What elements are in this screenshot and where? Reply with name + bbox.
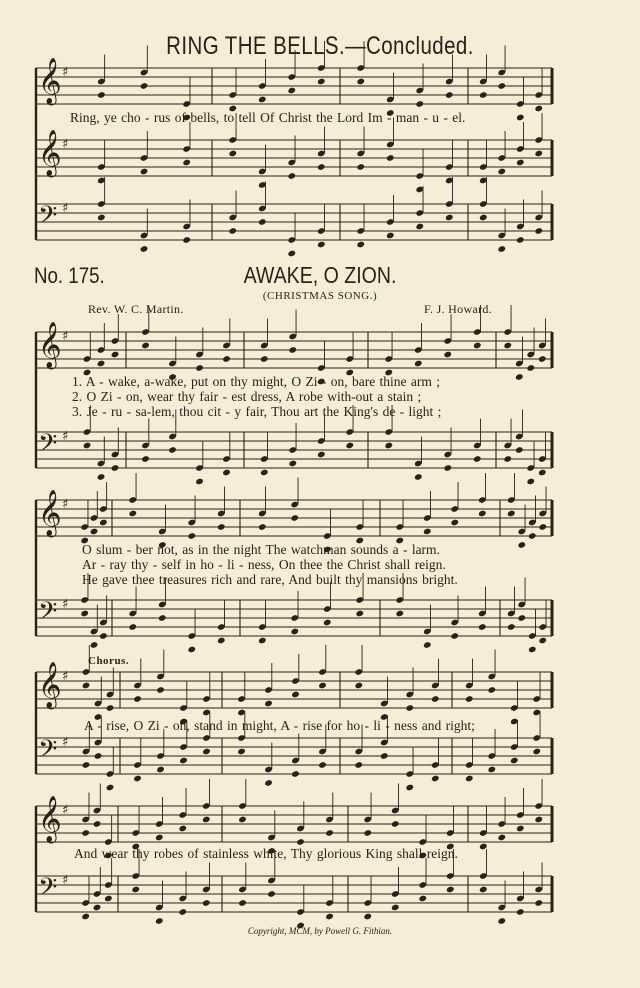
note-head	[431, 695, 440, 703]
note-head	[287, 250, 296, 258]
note-head	[465, 775, 474, 783]
sharp-key-signature-icon: ♯	[62, 497, 69, 512]
note-head	[178, 908, 187, 916]
note-head	[532, 748, 541, 756]
note-head	[395, 610, 404, 618]
note-head	[288, 346, 297, 354]
note-head	[445, 214, 454, 222]
bass-clef-icon: 𝄢	[38, 873, 58, 908]
note-head	[287, 172, 296, 180]
note-head	[534, 816, 543, 824]
note-head	[443, 351, 452, 359]
note-head	[260, 469, 269, 477]
note-head	[195, 364, 204, 372]
note-head	[82, 682, 91, 690]
note-head	[515, 373, 524, 381]
note-head	[538, 469, 547, 477]
note-head	[516, 114, 525, 122]
note-head	[325, 829, 334, 837]
composer-credit: F. J. Howard.	[424, 302, 492, 316]
note-head	[446, 886, 455, 894]
note-head	[111, 464, 120, 472]
note-head	[81, 913, 90, 921]
note-head	[187, 532, 196, 540]
note-head	[195, 478, 204, 486]
treble-clef-icon: 𝄞	[38, 58, 62, 104]
note-head	[187, 646, 196, 654]
bass-clef-icon: 𝄢	[38, 429, 58, 464]
note-head	[140, 245, 149, 253]
note-head	[443, 464, 452, 472]
note-head	[497, 245, 506, 253]
sharp-key-signature-icon: ♯	[62, 873, 69, 888]
note-head	[356, 78, 365, 86]
note-head	[202, 816, 211, 824]
note-head	[99, 519, 108, 527]
bass-clef-icon: 𝄢	[38, 597, 58, 632]
note-head	[106, 704, 115, 712]
note-head	[517, 541, 526, 549]
note-head	[473, 455, 482, 463]
note-head	[487, 686, 496, 694]
note-head	[290, 628, 299, 636]
note-head	[90, 641, 99, 649]
note-head	[290, 514, 299, 522]
note-head	[497, 834, 506, 842]
note-head	[323, 619, 332, 627]
note-head	[534, 899, 543, 907]
lyric-chorus-2: And wear thy robes of stainless white, Thy glorious King shall reign.	[74, 846, 458, 861]
treble-clef-icon: 𝄞	[38, 322, 62, 368]
note-head	[237, 748, 246, 756]
lyric-verse-2b: Ar - ray thy - self in ho - li - ness, On thee the Christ shall reign.	[82, 557, 446, 572]
hymn-number: No. 175.	[34, 263, 105, 288]
note-head	[202, 899, 211, 907]
note-head	[260, 355, 269, 363]
note-head	[356, 241, 365, 249]
lyric-verse-3a: 3. Je - ru - sa-lem, thou cit - y fair, Thou art the King's de - light ;	[72, 404, 442, 419]
note-head	[380, 752, 389, 760]
note-head	[465, 695, 474, 703]
note-head	[534, 150, 543, 158]
note-head	[450, 632, 459, 640]
note-head	[97, 214, 106, 222]
chorus-label: Chorus.	[88, 655, 130, 667]
sharp-key-signature-icon: ♯	[62, 735, 69, 750]
note-head	[414, 473, 423, 481]
sharp-key-signature-icon: ♯	[62, 669, 69, 684]
note-head	[128, 623, 137, 631]
note-head	[317, 163, 326, 171]
note-head	[534, 227, 543, 235]
note-head	[80, 610, 89, 618]
note-head	[238, 899, 247, 907]
note-head	[445, 91, 454, 99]
note-head	[515, 446, 524, 454]
note-head	[178, 825, 187, 833]
treble-clef-icon: 𝄞	[38, 130, 62, 176]
note-head	[538, 637, 547, 645]
note-head	[104, 895, 113, 903]
note-head	[528, 646, 537, 654]
sharp-key-signature-icon: ♯	[62, 803, 69, 818]
note-head	[106, 784, 115, 792]
note-head	[510, 757, 519, 765]
note-head	[325, 913, 334, 921]
note-head	[128, 510, 137, 518]
note-head	[478, 623, 487, 631]
note-head	[391, 904, 400, 912]
note-head	[168, 446, 177, 454]
treble-clef-icon: 𝄞	[38, 662, 62, 708]
note-head	[354, 761, 363, 769]
note-head	[487, 766, 496, 774]
note-head	[405, 784, 414, 792]
note-head	[111, 351, 120, 359]
sharp-key-signature-icon: ♯	[62, 65, 69, 80]
note-head	[267, 890, 276, 898]
note-head	[450, 519, 459, 527]
note-head	[140, 82, 149, 90]
note-head	[386, 154, 395, 162]
note-head	[131, 886, 140, 894]
bass-clef-icon: 𝄢	[38, 201, 58, 236]
note-head	[516, 236, 525, 244]
note-head	[296, 838, 305, 846]
hymn-subtitle: (CHRISTMAS SONG.)	[262, 290, 378, 302]
note-head	[317, 78, 326, 86]
author-credit: Rev. W. C. Martin.	[88, 302, 184, 316]
note-head	[182, 159, 191, 167]
note-head	[83, 442, 92, 450]
note-head	[423, 528, 432, 536]
note-head	[503, 342, 512, 350]
note-head	[222, 469, 231, 477]
note-head	[516, 908, 525, 916]
note-head	[386, 232, 395, 240]
note-head	[415, 223, 424, 231]
note-head	[158, 614, 167, 622]
note-head	[291, 691, 300, 699]
note-head	[258, 218, 267, 226]
note-head	[155, 834, 164, 842]
treble-clef-icon: 𝄞	[38, 490, 62, 536]
note-head	[479, 91, 488, 99]
lyric-verse-2a: 2. O Zi - on, wear thy fair - est dress, A robe with-out a stain ;	[72, 389, 422, 404]
note-head	[356, 163, 365, 171]
note-head	[133, 695, 142, 703]
note-head	[140, 168, 149, 176]
note-head	[141, 455, 150, 463]
note-head	[156, 766, 165, 774]
note-head	[99, 632, 108, 640]
note-head	[179, 757, 188, 765]
note-head	[418, 895, 427, 903]
note-head	[363, 829, 372, 837]
note-head	[317, 241, 326, 249]
note-head	[222, 355, 231, 363]
note-head	[228, 150, 237, 158]
note-head	[517, 614, 526, 622]
note-head	[507, 623, 516, 631]
lyric-verse-3b: He gave thee treasures rich and rare, And built thy mansions bright.	[82, 572, 458, 587]
note-head	[264, 779, 273, 787]
note-head	[97, 473, 106, 481]
note-head	[97, 360, 106, 368]
note-head	[497, 917, 506, 925]
note-head	[405, 704, 414, 712]
note-head	[156, 686, 165, 694]
note-head	[497, 168, 506, 176]
note-head	[90, 528, 99, 536]
note-head	[141, 342, 150, 350]
note-head	[534, 105, 543, 113]
note-head	[415, 100, 424, 108]
note-head	[82, 761, 91, 769]
page-title: RING THE BELLS.—Concluded.	[166, 32, 474, 60]
note-head	[182, 236, 191, 244]
note-head	[155, 917, 164, 925]
sharp-key-signature-icon: ♯	[62, 137, 69, 152]
note-head	[133, 775, 142, 783]
hymn-title: AWAKE, O ZION.	[243, 262, 397, 288]
note-head	[507, 510, 516, 518]
copyright-notice: Copyright, MCM, by Powell G. Fithian.	[247, 926, 393, 936]
note-head	[473, 342, 482, 350]
note-head	[258, 637, 267, 645]
note-head	[479, 214, 488, 222]
note-head	[516, 825, 525, 833]
note-head	[538, 523, 547, 531]
note-head	[528, 532, 537, 540]
note-head	[258, 96, 267, 104]
note-head	[363, 913, 372, 921]
note-head	[391, 820, 400, 828]
note-head	[345, 442, 354, 450]
lyric-verse-1b: O slum - ber not, as in the night The watchman sounds a - larm.	[82, 542, 440, 557]
treble-clef-icon: 𝄞	[38, 796, 62, 842]
note-head	[384, 442, 393, 450]
note-head	[291, 770, 300, 778]
lyric-line-ring: Ring, ye cho - rus of bells, to tell Of Christ the Lord Im - man - u - el.	[70, 110, 466, 125]
sharp-key-signature-icon: ♯	[62, 597, 69, 612]
note-head	[258, 523, 267, 531]
note-head	[516, 159, 525, 167]
note-head	[503, 455, 512, 463]
note-head	[423, 641, 432, 649]
note-head	[318, 761, 327, 769]
note-head	[238, 816, 247, 824]
lyric-verse-1a: 1. A - wake, a-wake, put on thy might, O Zi - on, bare thine arm ;	[72, 374, 441, 389]
note-head	[526, 364, 535, 372]
note-head	[354, 682, 363, 690]
note-head	[93, 904, 102, 912]
note-head	[538, 355, 547, 363]
note-head	[355, 610, 364, 618]
sharp-key-signature-icon: ♯	[62, 429, 69, 444]
note-head	[202, 748, 211, 756]
note-head	[287, 87, 296, 95]
sharp-key-signature-icon: ♯	[62, 201, 69, 216]
note-head	[318, 682, 327, 690]
note-head	[217, 523, 226, 531]
note-head	[217, 637, 226, 645]
note-head	[317, 451, 326, 459]
note-head	[479, 886, 488, 894]
note-head	[288, 460, 297, 468]
note-head	[97, 91, 106, 99]
note-head	[264, 700, 273, 708]
note-head	[478, 510, 487, 518]
sharp-key-signature-icon: ♯	[62, 329, 69, 344]
note-head	[497, 82, 506, 90]
note-head	[228, 227, 237, 235]
note-head	[93, 820, 102, 828]
note-head	[526, 478, 535, 486]
note-head	[94, 752, 103, 760]
note-head	[414, 360, 423, 368]
note-head	[431, 775, 440, 783]
note-head	[81, 829, 90, 837]
lyric-chorus-1: A - rise, O Zi - on, stand in might, A - rise for ho - li - ness and right;	[84, 718, 475, 733]
bass-clef-icon: 𝄢	[38, 735, 58, 770]
